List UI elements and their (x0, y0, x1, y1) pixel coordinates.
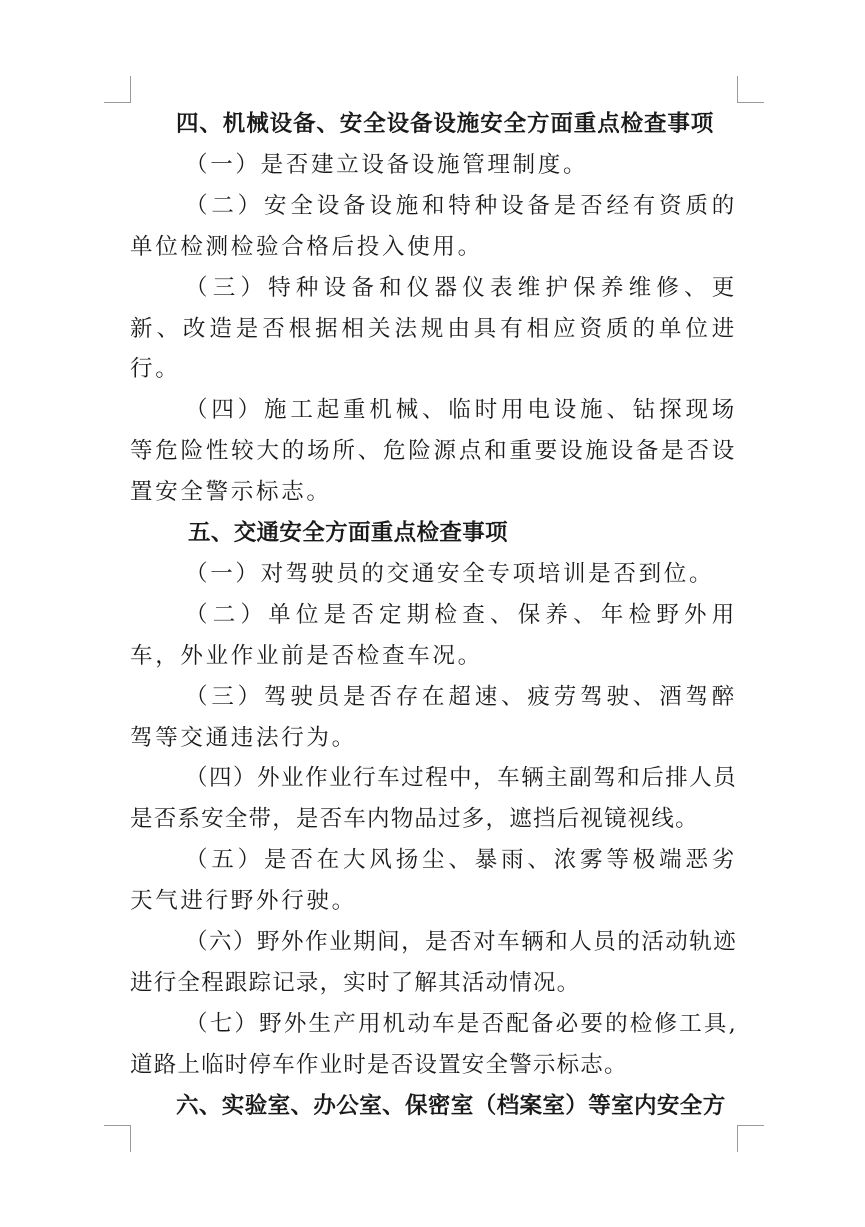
paragraph-item: （二）安全设备设施和特种设备是否经有资质的单位检测检验合格后投入使用。 (130, 192, 737, 260)
paragraph-item: （二）单位是否定期检查、保养、年检野外用车，外业作业前是否检查车况。 (130, 601, 737, 669)
section-heading-indoor: 六、实验室、办公室、保密室（档案室）等室内安全方 (176, 1092, 726, 1119)
paragraph-item: （一）对驾驶员的交通安全专项培训是否到位。 (185, 560, 715, 587)
paragraph-item: （三）特种设备和仪器仪表维护保养维修、更新、改造是否根据相关法规由具有相应资质的单位进行。 (130, 274, 737, 383)
paragraph-item: （一）是否建立设备设施管理制度。 (185, 151, 589, 178)
paragraph-item: （五）是否在大风扬尘、暴雨、浓雾等极端恶劣天气进行野外行驶。 (130, 847, 737, 915)
crop-mark-bottom-right (737, 1125, 764, 1152)
crop-mark-top-right (737, 76, 764, 103)
section-heading-traffic: 五、交通安全方面重点检查事项 (188, 520, 508, 547)
paragraph-item: （七）野外生产用机动车是否配备必要的检修工具,道路上临时停车作业时是否设置安全警示标志。 (130, 1010, 737, 1078)
crop-mark-bottom-left (104, 1125, 131, 1152)
document-body (130, 104, 737, 1127)
section-heading-machinery: 四、机械设备、安全设备设施安全方面重点检查事项 (176, 111, 715, 137)
paragraph-item: （三）驾驶员是否存在超速、疲劳驾驶、酒驾醉驾等交通违法行为。 (130, 683, 737, 751)
paragraph-item: （六）野外作业期间，是否对车辆和人员的活动轨迹进行全程跟踪记录，实时了解其活动情况。 (130, 929, 737, 996)
paragraph-item: （四）施工起重机械、临时用电设施、钻探现场等危险性较大的场所、危险源点和重要设施设备是否设置安全警示标志。 (130, 397, 737, 506)
paragraph-item: （四）外业作业行车过程中，车辆主副驾和后排人员是否系安全带，是否车内物品过多，遮挡后视镜视线。 (130, 765, 737, 833)
crop-mark-top-left (104, 76, 131, 103)
